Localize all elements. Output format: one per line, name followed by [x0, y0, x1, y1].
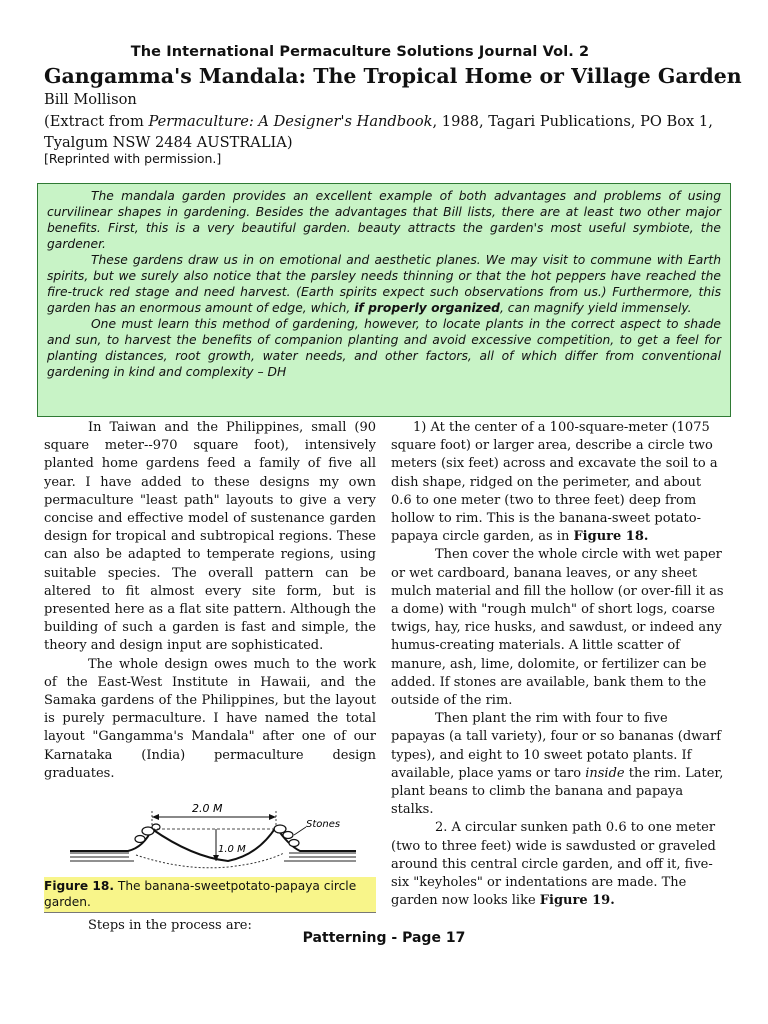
body-paragraph	[391, 819, 725, 910]
body-paragraph	[391, 710, 725, 819]
page-footer: Patterning - Page 17	[302, 930, 466, 946]
figure-reference: Figure 19.	[539, 893, 615, 909]
journal-title: The International Permaculture Solutions Journal Vol. 2	[130, 44, 590, 60]
editor-note-paragraph-3: One must learn this method of gardening, however, to locate plants in the correct aspect to shade and sun, to harvest the benefits of companion planting and avoid excessive competition, to get a feel for planting distances, root growth, water needs, and other factors, all of which differ from conventional gardening in kind and complexity – DH	[47, 317, 721, 379]
body-paragraph: In Taiwan and the Philippines, small (90 square meter--970 square foot), intensively planted home gardens feed a family of five all year. I have added to these designs my own permaculture "least path" layouts to give a very concise and effective model of sustenance garden design for tropical and subtropical regions. These can also be adapted to temperate regions, using suitable species. The overall pattern can be altered to fit almost every site form, but is presented here as a flat site pattern. Although the building of such a garden is fast and simple, the theory and design input are sophisticated.	[44, 420, 376, 654]
author-name: Bill Mollison	[44, 91, 137, 108]
circle-garden-cross-section	[44, 795, 376, 875]
emphasis-text: inside	[585, 765, 625, 781]
body-paragraph: Steps in the process are:	[88, 918, 252, 934]
editor-note-box	[37, 183, 731, 417]
left-column	[44, 419, 376, 935]
editor-note-paragraph-2	[47, 252, 721, 316]
body-text: the rim. Later, plant beans to climb the banana and papaya stalks.	[391, 765, 724, 818]
body-text: 1) At the center of a 100-square-meter (1075 square foot) or larger area, describe a circle two meters (six feet) across and excavate the soil to a dish shape, ridged on the perimeter, and about 0.6 to one meter (two to three feet) deep from hollow to rim. This is the banana-sweet potato-papaya circle garden, as in	[391, 420, 718, 545]
body-text: 2. A circular sunken path 0.6 to one meter (two to three feet) wide is sawdusted or graveled around this central circle garden, and off it, five-six "keyholes" or indentations are made. The garden now looks like	[391, 820, 716, 909]
caption-text: The banana-sweetpotato-papaya circle garden.	[44, 879, 357, 910]
editor-note-text: , can magnify yield immensely.	[499, 301, 692, 315]
source-citation	[44, 111, 724, 153]
depth-label: 1.0 M	[218, 844, 246, 856]
caption-label: Figure 18.	[44, 879, 115, 894]
width-label: 2.0 M	[192, 802, 223, 816]
body-paragraph: The whole design owes much to the work of the East-West Institute in Hawaii, and the Samaka gardens of the Philippines, but the layout is purely permaculture. I have named the total layout "Gangamma's Mandala" after one of our Karnataka (India) permaculture design graduates.	[44, 656, 376, 781]
body-paragraph: Then cover the whole circle with wet paper or wet cardboard, banana leaves, or any sheet mulch material and fill the hollow (or over-fill it as a dome) with "rough mulch" of short logs, coarse twigs, hay, rice husks, and sawdust, or indeed any humus-creating materials. A little scatter of manure, ash, lime, dolomite, or fertilizer can be added. If stones are available, bank them to the outside of the rim.	[391, 547, 724, 709]
ground-hatching	[70, 853, 356, 861]
body-text: Then plant the rim with four to five papayas (a tall variety), four or so bananas (dwarf types), and eight to 10 sweet potato plants. If available, place yams or taro	[391, 711, 722, 781]
citation-prefix: (Extract from	[44, 113, 149, 130]
editor-note-text: These gardens draw us in on emotional and aesthetic planes. We may visit to commune with Earth spirits, but we surely also notice that the parsley needs thinning or that the hot peppers have reached the fire-truck red stage and need harvest. (Earth spirits expect such observations from us.) Furthermore, this garden has an enormous amount of edge, which,	[47, 253, 721, 315]
stones-label: Stones	[306, 819, 341, 831]
editor-note-paragraph-1: The mandala garden provides an excellent example of both advantages and problems of using curvilinear shapes in gardening. Besides the advantages that Bill lists, there are at least two other major benefits. First, this is a very beautiful garden. beauty attracts the garden's most useful symbiote, the gardener.	[47, 189, 721, 251]
figure-18-caption	[44, 877, 376, 913]
figure-18-diagram	[44, 795, 376, 875]
figure-reference: Figure 18.	[573, 529, 649, 545]
article-title: Gangamma's Mandala: The Tropical Home or Village Garden	[44, 64, 742, 88]
reprint-note: [Reprinted with permission.]	[44, 151, 222, 166]
dish-profile	[70, 827, 356, 861]
book-title: Permaculture: A Designer's Handbook	[148, 113, 433, 130]
body-paragraph	[391, 419, 725, 546]
right-column	[391, 419, 725, 910]
editor-note-emphasis: if properly organized	[354, 301, 500, 315]
citation-suffix: , 1988, Tagari Publications, PO Box 1, Tyalgum NSW 2484 AUSTRALIA)	[44, 113, 713, 151]
